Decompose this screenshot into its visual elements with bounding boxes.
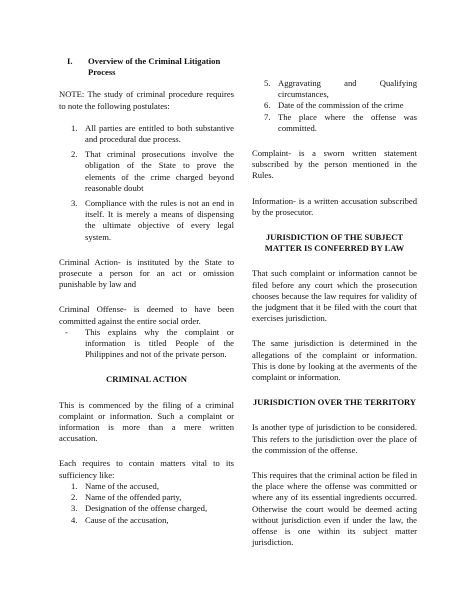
subject-paragraph-1: That such complaint or information cannot be filed before any court which the prosecution chooses because the law requires for validity of the judgment that it be filed with the court that exercises jurisdiction.: [252, 268, 417, 324]
list-item: [264, 100, 417, 111]
matters-list-continued: [252, 78, 417, 134]
section-title: Overview of the Criminal Litigation Process: [88, 56, 221, 78]
list-number: 2.: [71, 492, 78, 503]
complaint-definition: Complaint- is a sworn written statement subscribed by the person mentioned in the Rules.: [252, 148, 417, 181]
note-paragraph: NOTE: The study of criminal procedure requires to note the following postulates:: [59, 89, 234, 111]
list-text: Aggravating and Qualifying circumstances,: [278, 78, 417, 100]
list-item: [59, 327, 234, 361]
criminal-action-title: CRIMINAL ACTION: [106, 374, 187, 385]
criminal-action-definition: Criminal Action- is instituted by the State to prosecute a person for an act or omission punishable by law and: [59, 256, 234, 290]
jurisdiction-subject-title: JURISDICTION OF THE SUBJECT MATTER IS CONFERRED BY LAW: [264, 232, 405, 254]
list-item: [71, 149, 234, 194]
list-text: Date of the commission of the crime: [278, 100, 404, 111]
commenced-paragraph: This is commenced by the filing of a criminal complaint or information. Such a complaint or information is more than a mere written accusation.: [59, 399, 234, 444]
jurisdiction-territory-title: JURISDICTION OVER THE TERRITORY: [252, 397, 417, 408]
list-item: [264, 78, 417, 100]
list-number: 3.: [71, 198, 78, 209]
list-number: 3.: [71, 503, 78, 514]
bullet-dash: -: [65, 326, 68, 337]
list-item: [71, 123, 234, 145]
list-text: Compliance with the rules is not an end in itself. It is merely a means of dispensing the ultimate objective of every legal system.: [85, 198, 234, 242]
list-number: 2.: [71, 149, 78, 160]
right-column: [252, 78, 417, 549]
list-text: All parties are entitled to both substantive and procedural due process.: [85, 122, 234, 145]
list-text: This explains why the complaint or information is titled People of the Philippines and not of the private person.: [85, 326, 234, 360]
list-text: Cause of the accusation,: [85, 514, 169, 525]
list-text: Name of the accused,: [85, 480, 159, 491]
left-column: [59, 56, 234, 526]
list-number: 4.: [71, 514, 78, 525]
list-number: 1.: [71, 122, 78, 133]
list-number: 1.: [71, 480, 78, 491]
subject-paragraph-2: The same jurisdiction is determined in the allegations of the complaint or information. This is done by looking at the averments of the complaint or information.: [252, 338, 417, 383]
list-item: [71, 481, 234, 492]
list-item: [71, 515, 234, 526]
matters-list: [59, 481, 234, 526]
list-text: That criminal prosecutions involve the obligation of the State to prove the elements of the crime charged beyond reasonable doubt: [85, 149, 234, 193]
list-number: 7.: [264, 111, 271, 122]
sufficiency-intro: Each requires to contain matters vital to its sufficiency like:: [59, 458, 234, 480]
criminal-offense-definition: Criminal Offense- is deemed to have been committed against the entire social order.: [59, 304, 234, 326]
list-item: [71, 492, 234, 503]
list-text: Name of the offended party,: [85, 492, 182, 503]
list-number: 6.: [264, 100, 271, 111]
list-item: [71, 198, 234, 243]
territory-paragraph-2: This requires that the criminal action be filed in the place where the offense was committed or where any of its essential ingredients occurred. Otherwise the court would be deemed acting without jurisdiction even if under the law, the offense is one within its subject matter jurisdiction.: [252, 470, 417, 548]
list-text: Designation of the offense charged,: [85, 503, 208, 514]
postulates-list: [59, 123, 234, 243]
section-heading: [67, 56, 234, 78]
list-item: [71, 503, 234, 514]
section-number: I.: [67, 56, 73, 66]
list-number: 5.: [264, 78, 271, 88]
list-item: [264, 112, 417, 134]
information-definition: Information- is a written accusation subscribed by the prosecutor.: [252, 195, 417, 217]
territory-paragraph-1: Is another type of jurisdiction to be considered. This refers to the jurisdiction over the place of the commission of the offense.: [252, 422, 417, 455]
list-text: The place where the offense was committed.: [278, 111, 417, 133]
